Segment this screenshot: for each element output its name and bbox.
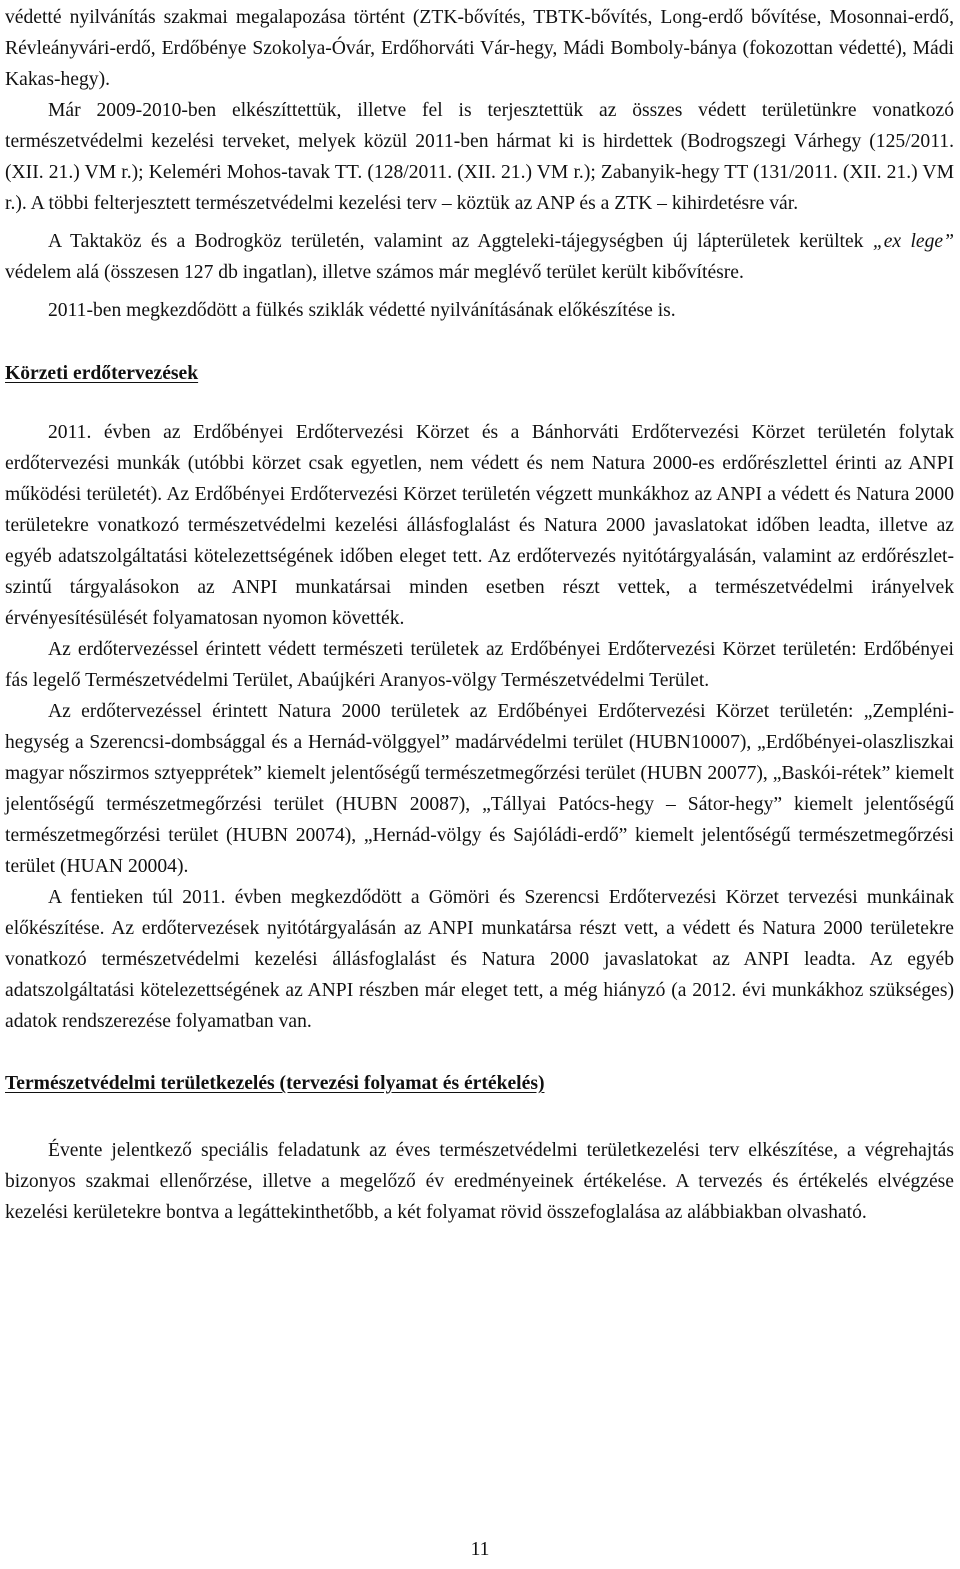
paragraph-gomori-szerencsi: A fentieken túl 2011. évben megkezdődött a Gömöri és Szerencsi Erdőtervezési Körzet tervezési munkáinak előkészítése. Az erdőtervezések nyitótárgyalásán az ANPI munkatársa részt vett, a védett és Natura 2000 területekre vonatkozó természetvédelmi kezelési állásfoglalást és Natura 2000 javaslatokat az ANPI leadta. Az egyéb adatszolgáltatási kötelezettségének az ANPI részben már eleget tett, a még hiányzó (a 2012. évi munkákhoz szükséges) adatok rendszerezése folyamatban van. [5,887,954,1032]
section-heading-area-management: Természetvédelmi területkezelés (tervezési folyamat és értékelés) [5,1073,545,1094]
paragraph-natura-areas: Az erdőtervezéssel érintett Natura 2000 területek az Erdőbényei Erdőtervezési Körzet területén: „Zempléni-hegység a Szerencsi-dombsággal és a Hernád-völggyel” madárvédelmi terület (HUBN10007), „Erdőbényei-olaszliszkai magyar nőszirmos sztyepprétek” kiemelt jelentőségű természetmegőrzési terület (HUBN 20077), „Baskói-rétek” kiemelt jelentőségű természetmegőrzési terület (HUBN 20087), „Tállyai Patócs-hegy – Sátor-hegy” kiemelt jelentőségű természetmegőrzési terület (HUBN 20074), „Hernád-völgy és Sajóládi-erdő” kiemelt jelentőségű természetmegőrzési terület (HUAN 20004). [5,701,954,877]
paragraph-annual-plan: Évente jelentkező speciális feladatunk az éves természetvédelmi területkezelési terv elkészítése, a végrehajtás bizonyos szakmai ellenőrzése, illetve a megelőző év eredményeinek értékelése. A tervezés és értékelés elvégzése kezelési kerületekre bontva a legáttekinthetőbb, a két folyamat rövid összefoglalása az alábbiakban olvasható. [5,1140,954,1223]
paragraph-protection-list: védetté nyilvánítás szakmai megalapozása történt (ZTK-bővítés, TBTK-bővítés, Long-erdő bővítése, Mosonnai-erdő, Révleányvári-erdő, Erdőbénye Szokolya-Óvár, Erdőhorváti Vár-hegy, Mádi Bomboly-bánya (fokozottan védetté), Mádi Kakas-hegy). [5,7,954,90]
ex-lege-italic: „ex lege” [872,231,954,252]
taktakoz-text-after: védelem alá (összesen 127 db ingatlan), illetve számos már meglévő terület került kibővítésre. [5,262,744,283]
page-number: 11 [470,1539,490,1560]
section-heading-forest-planning: Körzeti erdőtervezések [5,363,199,384]
document-page [5,0,954,1228]
paragraph-protected-areas: Az erdőtervezéssel érintett védett természeti területek az Erdőbényei Erdőtervezési Körzet területén: Erdőbényei fás legelő Természetvédelmi Terület, Abaújkéri Aranyos-völgy Természetvédelmi Terület. [5,639,954,691]
paragraph-forest-planning-intro: 2011. évben az Erdőbényei Erdőtervezési Körzet és a Bánhorváti Erdőtervezési Körzet területén folytak erdőtervezési munkák (utóbbi körzet csak egyetlen, nem védett és nem Natura 2000-es erdőrészlettel érinti az ANPI működési területét). Az Erdőbényei Erdőtervezési Körzet területén végzett munkákhoz az ANPI a védett és Natura 2000 területekre vonatkozó természetvédelmi kezelési állásfoglalást és Natura 2000 javaslatokat időben leadta, illetve az egyéb adatszolgáltatási kötelezettségének időben eleget tett. Az erdőtervezés nyitótárgyalásán, valamint az erdőrészlet-szintű tárgyalásokon az ANPI munkatársai minden esetben részt vettek, a természetvédelmi irányelvek érvényesítésülését folyamatosan nyomon követték. [5,422,954,629]
paragraph-cave-protection: 2011-ben megkezdődött a fülkés sziklák védetté nyilvánításának előkészítése is. [48,300,676,321]
paragraph-taktakoz [5,226,954,288]
taktakoz-text-before: A Taktaköz és a Bodrogköz területén, valamint az Aggteleki-tájegységben új lápterületek kerültek [48,231,864,252]
paragraph-management-plans: Már 2009-2010-ben elkészíttettük, illetve fel is terjesztettük az összes védett területünkre vonatkozó természetvédelmi kezelési terveket, melyek közül 2011-ben hármat ki is hirdettek (Bodrogszegi Várhegy (125/2011. (XII. 21.) VM r.); Keleméri Mohos-tavak TT. (128/2011. (XII. 21.) VM r.); Zabanyik-hegy TT (131/2011. (XII. 21.) VM r.). A többi felterjesztett természetvédelmi kezelési terv – köztük az ANP és a ZTK – kihirdetésre vár. [5,100,954,214]
